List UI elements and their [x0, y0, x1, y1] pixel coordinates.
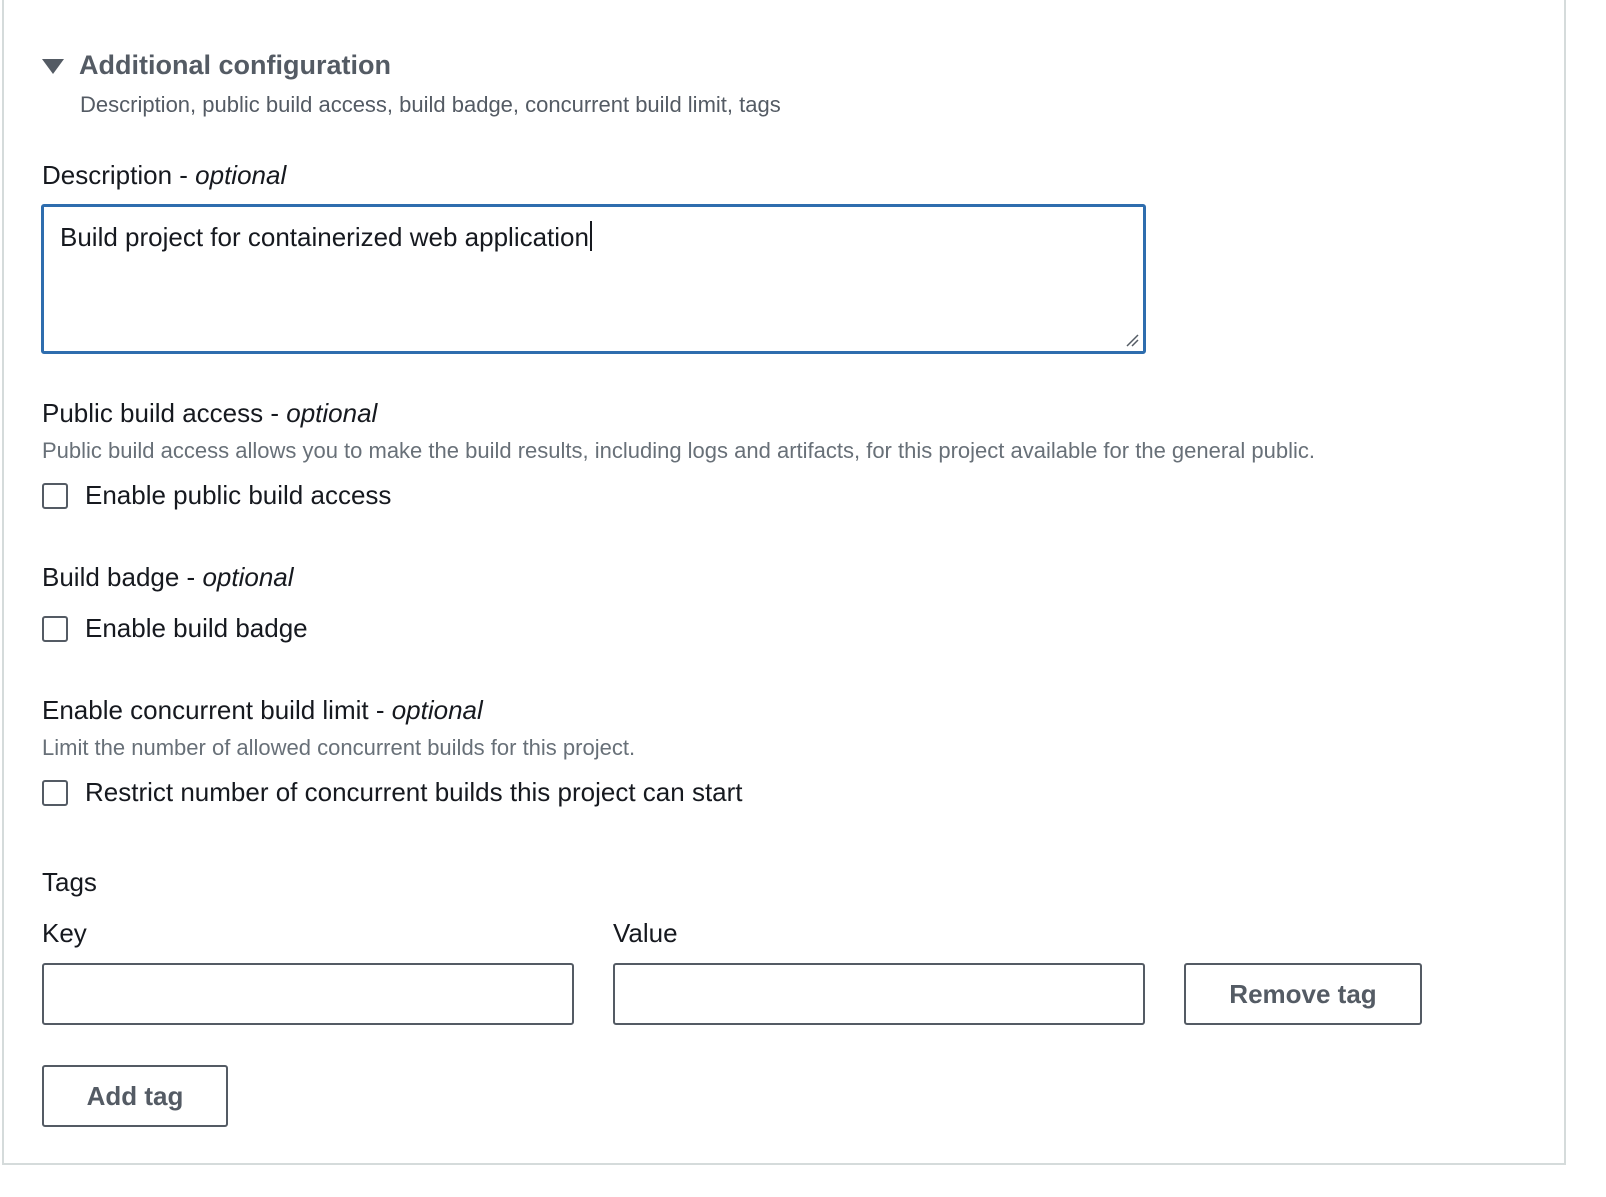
additional-configuration-expander[interactable] [42, 50, 391, 81]
restrict-concurrent-builds-option[interactable] [42, 777, 743, 808]
enable-build-badge-option[interactable] [42, 613, 308, 644]
build-badge-checkbox-label: Enable build badge [85, 613, 308, 643]
optional-text: optional [286, 398, 378, 428]
tag-key-label: Key [42, 918, 87, 948]
concurrent-builds-checkbox-label: Restrict number of concurrent builds this project can start [85, 777, 743, 807]
enable-public-build-access-option[interactable] [42, 480, 391, 511]
resize-handle-icon[interactable] [1125, 333, 1139, 347]
caret-down-icon [42, 59, 64, 74]
concurrent-builds-checkbox[interactable] [42, 780, 68, 806]
remove-tag-button[interactable]: Remove tag [1184, 963, 1422, 1025]
public-build-access-checkbox[interactable] [42, 483, 68, 509]
build-badge-checkbox[interactable] [42, 616, 68, 642]
description-value: Build project for containerized web application [60, 222, 589, 252]
section-description: Description, public build access, build badge, concurrent build limit, tags [80, 92, 781, 117]
description-label: Description - optional [42, 160, 287, 190]
public-build-access-checkbox-label: Enable public build access [85, 480, 392, 510]
optional-text: optional [391, 695, 483, 725]
concurrent-build-limit-label: Enable concurrent build limit - optional [42, 695, 483, 725]
optional-text: optional [195, 160, 287, 190]
tag-value-label: Value [613, 918, 678, 948]
description-textarea[interactable] [41, 204, 1146, 354]
tag-key-input[interactable] [42, 963, 574, 1025]
text-cursor [590, 221, 592, 251]
concurrent-build-limit-hint: Limit the number of allowed concurrent builds for this project. [42, 735, 636, 760]
public-build-access-label: Public build access - optional [42, 398, 378, 428]
add-tag-button[interactable]: Add tag [42, 1065, 228, 1127]
public-build-access-hint: Public build access allows you to make the build results, including logs and artifacts, for this project available for the general public. [42, 438, 1316, 463]
section-title: Additional configuration [79, 50, 391, 80]
tags-title: Tags [42, 867, 97, 897]
tag-value-input[interactable] [613, 963, 1145, 1025]
optional-text: optional [202, 562, 294, 592]
build-badge-label: Build badge - optional [42, 562, 294, 592]
